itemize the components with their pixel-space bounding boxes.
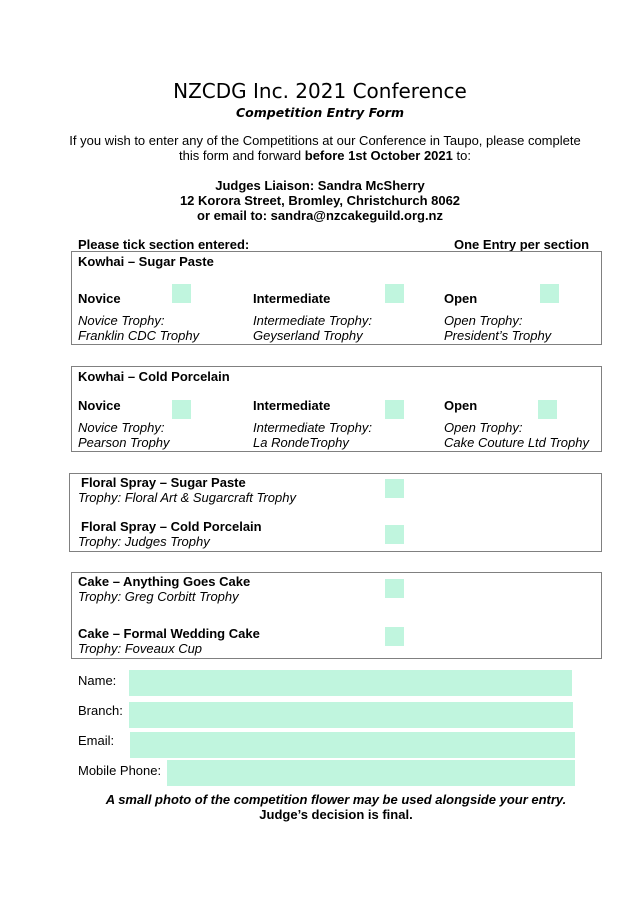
- name-label: Name:: [78, 673, 117, 688]
- intro-text-b: to:: [452, 148, 471, 163]
- entry-trophy-formal-wedding-cake: Trophy: Foveaux Cup: [78, 641, 203, 656]
- trophy-name: Pearson Trophy: [78, 435, 170, 450]
- branch-field[interactable]: [129, 702, 573, 728]
- intro-text-a: If you wish to enter any of the Competitions at our Conference in Taupo, please complete this form and forward: [69, 133, 581, 163]
- entry-trophy-anything-goes-cake: Trophy: Greg Corbitt Trophy: [78, 589, 239, 604]
- tick-box-open[interactable]: [538, 400, 557, 419]
- level-label-open: Open: [444, 291, 478, 306]
- email-label: Email:: [78, 733, 115, 748]
- tick-box-intermediate[interactable]: [385, 284, 404, 303]
- entry-title-anything-goes-cake: Cake – Anything Goes Cake: [78, 574, 251, 589]
- trophy-label: Novice Trophy:: [78, 420, 165, 435]
- entry-trophy-floral-sugar-paste: Trophy: Floral Art & Sugarcraft Trophy: [78, 490, 296, 505]
- tick-instruction: Please tick section entered:: [78, 237, 250, 252]
- trophy-name: Cake Couture Ltd Trophy: [444, 435, 589, 450]
- trophy-label: Novice Trophy:: [78, 313, 165, 328]
- trophy-label: Intermediate Trophy:: [253, 313, 372, 328]
- trophy-info-intermediate: [253, 313, 372, 343]
- contact-address: 12 Korora Street, Bromley, Christchurch 8062: [179, 193, 461, 208]
- tick-box-open[interactable]: [540, 284, 559, 303]
- intro-deadline: before 1st October 2021: [304, 148, 453, 163]
- tick-box-novice[interactable]: [172, 400, 191, 419]
- mobile-phone-field[interactable]: [167, 760, 575, 786]
- trophy-name: La RondeTrophy: [253, 435, 349, 450]
- trophy-name: Franklin CDC Trophy: [78, 328, 200, 343]
- level-label-intermediate: Intermediate: [253, 398, 331, 413]
- photo-note: A small photo of the competition flower may be used alongside your entry.: [105, 792, 567, 807]
- name-field[interactable]: [129, 670, 572, 696]
- tick-box-floral-cold-porcelain[interactable]: [385, 525, 404, 544]
- trophy-label: Open Trophy:: [444, 420, 523, 435]
- trophy-label: Intermediate Trophy:: [253, 420, 372, 435]
- judge-decision-note: Judge’s decision is final.: [259, 807, 413, 822]
- level-label-intermediate: Intermediate: [253, 291, 331, 306]
- tick-box-floral-sugar-paste[interactable]: [385, 479, 404, 498]
- tick-box-novice[interactable]: [172, 284, 191, 303]
- trophy-name: President’s Trophy: [444, 328, 552, 343]
- one-entry-note: One Entry per section: [454, 237, 590, 252]
- trophy-name: Geyserland Trophy: [253, 328, 363, 343]
- contact-email: or email to: sandra@nzcakeguild.org.nz: [197, 208, 443, 223]
- trophy-info-open: [444, 420, 589, 450]
- form-subtitle: Competition Entry Form: [236, 105, 404, 120]
- branch-label: Branch:: [78, 703, 123, 718]
- trophy-info-intermediate: [253, 420, 372, 450]
- level-label-novice: Novice: [78, 398, 121, 413]
- tick-box-formal-wedding-cake[interactable]: [385, 627, 404, 646]
- entry-title-floral-sugar-paste: Floral Spray – Sugar Paste: [81, 475, 246, 490]
- tick-box-intermediate[interactable]: [385, 400, 404, 419]
- trophy-info-novice: [78, 420, 170, 450]
- tick-box-anything-goes-cake[interactable]: [385, 579, 404, 598]
- email-field[interactable]: [130, 732, 575, 758]
- entry-title-formal-wedding-cake: Cake – Formal Wedding Cake: [78, 626, 260, 641]
- trophy-info-novice: [78, 313, 199, 343]
- level-label-open: Open: [444, 398, 478, 413]
- mobile-phone-label: Mobile Phone:: [78, 763, 162, 778]
- section-title: Kowhai – Cold Porcelain: [78, 369, 230, 384]
- trophy-info-open: [444, 313, 551, 343]
- form-title: NZCDG Inc. 2021 Conference: [173, 79, 467, 103]
- level-label-novice: Novice: [78, 291, 121, 306]
- entry-trophy-floral-cold-porcelain: Trophy: Judges Trophy: [78, 534, 210, 549]
- entry-title-floral-cold-porcelain: Floral Spray – Cold Porcelain: [81, 519, 262, 534]
- section-title: Kowhai – Sugar Paste: [78, 254, 214, 269]
- intro-text: [60, 133, 590, 163]
- contact-liaison: Judges Liaison: Sandra McSherry: [215, 178, 425, 193]
- trophy-label: Open Trophy:: [444, 313, 523, 328]
